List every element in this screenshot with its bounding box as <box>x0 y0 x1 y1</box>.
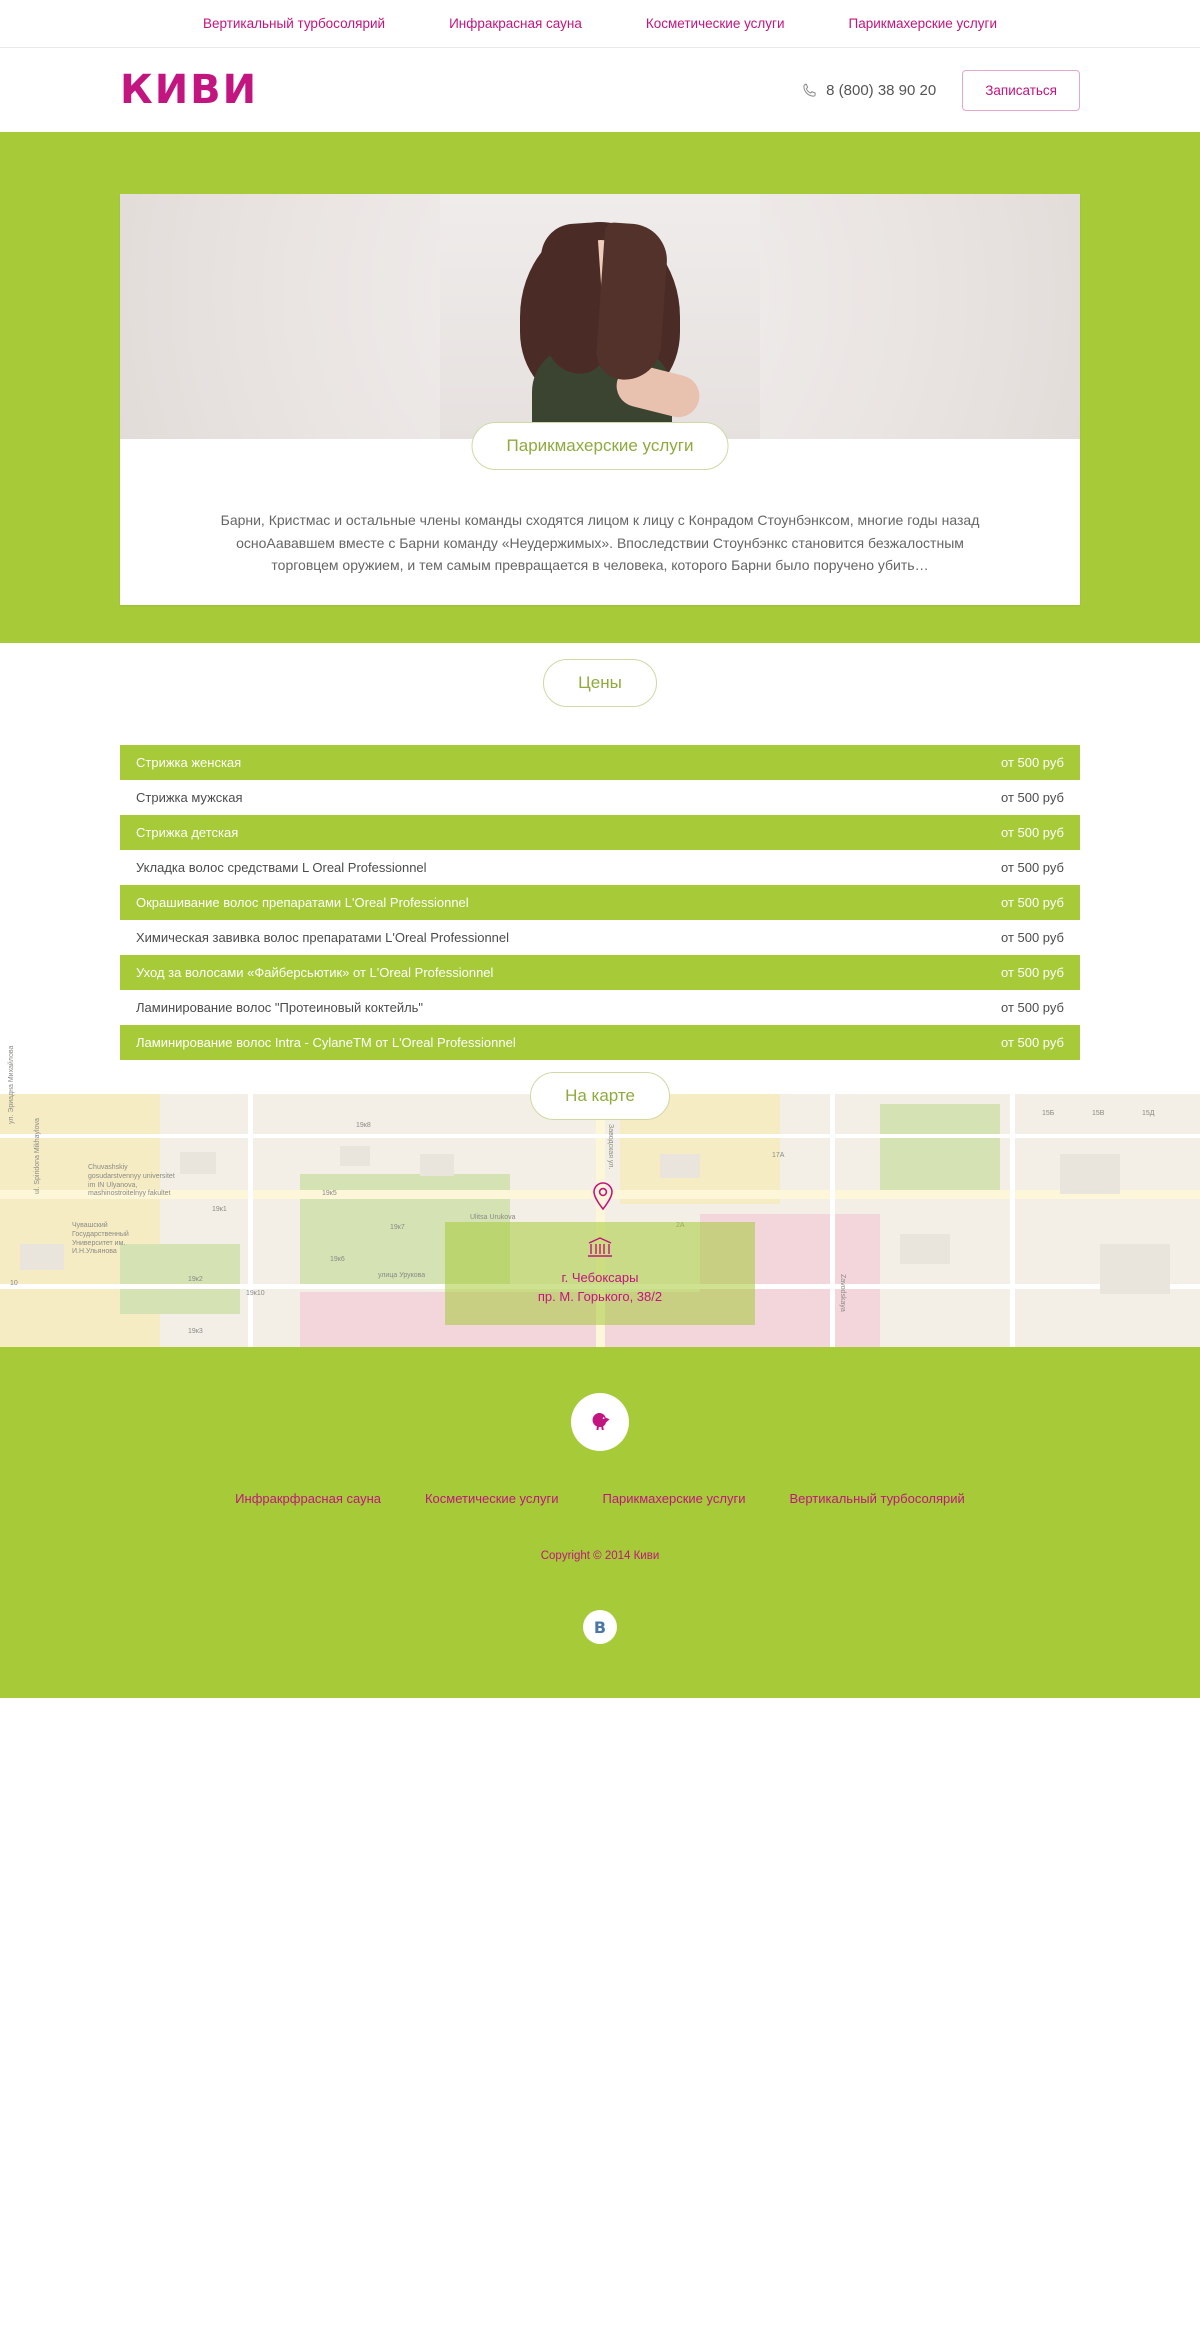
price-name: Укладка волос средствами L Oreal Professionnel <box>136 860 427 876</box>
price-value: от 500 руб <box>1001 930 1064 946</box>
copyright-text: Copyright © 2014 Киви <box>540 1550 660 1563</box>
price-name: Уход за волосами «Файберсьютик» от L'Oreal Professionnel <box>136 965 494 981</box>
table-row[interactable] <box>120 955 1080 990</box>
phone-block[interactable] <box>802 82 936 99</box>
map-house-number: 15Б <box>1042 1110 1055 1118</box>
table-row[interactable] <box>120 745 1080 780</box>
price-name: Стрижка детская <box>136 825 239 841</box>
map-house-number: 19к2 <box>188 1276 203 1284</box>
prices-heading <box>0 643 1200 745</box>
map-info-box <box>445 1222 755 1325</box>
map-pin-icon[interactable] <box>592 1182 614 1215</box>
map-label: Заводская ул. <box>607 1124 614 1170</box>
footer-item-solarium[interactable]: Вертикальный турбосолярий <box>789 1491 965 1507</box>
topnav-item-solarium[interactable]: Вертикальный турбосолярий <box>202 16 386 31</box>
table-row[interactable] <box>120 815 1080 850</box>
price-list <box>120 745 1080 1094</box>
prices-title: Цены <box>543 659 657 707</box>
top-navigation <box>0 0 1200 48</box>
map-city: г. Чебоксары <box>561 1269 639 1285</box>
map-label: Чувашский Государственный Университет им. И.Н.Ульянова <box>72 1222 129 1256</box>
table-row[interactable] <box>120 1025 1080 1060</box>
table-row[interactable] <box>120 850 1080 885</box>
hero-section <box>0 132 1200 643</box>
topnav-item-cosmetics[interactable]: Косметические услуги <box>645 16 785 31</box>
price-value: от 500 руб <box>1001 1000 1064 1016</box>
table-row[interactable] <box>120 885 1080 920</box>
map-house-number: 10 <box>10 1280 18 1288</box>
phone-icon <box>802 83 817 98</box>
map-widget[interactable] <box>0 1045 1200 1347</box>
hero-card <box>120 194 1080 605</box>
map-label: Zavodskaya <box>839 1274 846 1312</box>
map-house-number: 19к5 <box>322 1190 337 1198</box>
map-house-number: 19к6 <box>330 1256 345 1264</box>
map-label: Chuvashskiy gosudarstvennyy universitet im IN Ulyanova, mashinostroitelnyy fakultet <box>88 1164 175 1198</box>
map-house-number: 19к3 <box>188 1328 203 1336</box>
map-house-number: 15В <box>1092 1110 1105 1118</box>
hero-photo <box>120 194 1080 439</box>
map-house-number: 19к7 <box>390 1224 405 1232</box>
price-name: Окрашивание волос препаратами L'Oreal Professionnel <box>136 895 469 911</box>
hero-badge: Парикмахерские услуги <box>472 422 729 470</box>
price-value: от 500 руб <box>1001 1035 1064 1051</box>
price-name: Стрижка женская <box>136 755 242 771</box>
footer-item-hairdressing[interactable]: Парикмахерские услуги <box>602 1491 746 1507</box>
header-right <box>802 70 1080 111</box>
price-value: от 500 руб <box>1001 860 1064 876</box>
map-house-number: 19к10 <box>246 1290 265 1298</box>
footer-item-sauna[interactable]: Инфракрфраcная сауна <box>235 1491 381 1507</box>
site-footer <box>0 1347 1200 1698</box>
site-logo[interactable]: КИВИ <box>120 67 259 113</box>
price-value: от 500 руб <box>1001 965 1064 981</box>
vk-icon[interactable]: B <box>583 1610 617 1644</box>
price-value: от 500 руб <box>1001 895 1064 911</box>
map-house-number: 15Д <box>1142 1110 1155 1118</box>
map-label: Ulitsa Urukova <box>470 1214 516 1222</box>
phone-number: 8 (800) 38 90 20 <box>826 81 937 99</box>
price-value: от 500 руб <box>1001 825 1064 841</box>
site-header <box>0 48 1200 132</box>
price-name: Стрижка мужская <box>136 790 243 806</box>
bank-icon <box>455 1236 745 1264</box>
map-address: пр. М. Горького, 38/2 <box>537 1289 663 1305</box>
map-label: улица Урукова <box>378 1272 426 1280</box>
map-title: На карте <box>530 1072 670 1120</box>
table-row[interactable] <box>120 920 1080 955</box>
footer-item-cosmetics[interactable]: Косметические услуги <box>424 1491 559 1507</box>
map-label: ul. Spiridona Mikhaylova <box>34 1118 41 1195</box>
price-name: Химическая завивка волос препаратами L'Oreal Professionnel <box>136 930 510 946</box>
hero-description: Барни, Кристмас и остальные члены команды сходятся лицом к лицу с Конрадом Стоунбэнксом, многие годы назад осноАававшем вместе с Барни команду «Неудержимых». Впоследствии Стоунбэнкс становится безжалостным торговцем оружием, и тем самым превращается в человека, которого Барни было поручено убить… <box>220 512 980 574</box>
topnav-item-sauna[interactable]: Инфракрасная сауна <box>449 16 582 31</box>
map-house-number: 17А <box>772 1152 785 1160</box>
portrait-image <box>440 194 760 439</box>
topnav-item-hairdressing[interactable]: Парикмахерские услуги <box>848 16 997 31</box>
price-name: Ламинирование волос Intra - CylaneTM от L'Oreal Professionnel <box>136 1035 516 1051</box>
kiwi-bird-icon[interactable] <box>571 1393 629 1451</box>
map-house-number: 19к1 <box>212 1206 227 1214</box>
map-house-number: 19к8 <box>356 1122 371 1130</box>
footer-navigation <box>0 1491 1200 1506</box>
price-name: Ламинирование волос "Протеиновый коктейль" <box>136 1000 424 1016</box>
prices-section <box>0 643 1200 1094</box>
price-value: от 500 руб <box>1001 755 1064 771</box>
signup-button[interactable]: Записаться <box>962 70 1080 111</box>
table-row[interactable] <box>120 990 1080 1025</box>
price-value: от 500 руб <box>1001 790 1064 806</box>
map-label: ул. Эриадна Михайлова <box>8 1045 15 1125</box>
table-row[interactable] <box>120 780 1080 815</box>
